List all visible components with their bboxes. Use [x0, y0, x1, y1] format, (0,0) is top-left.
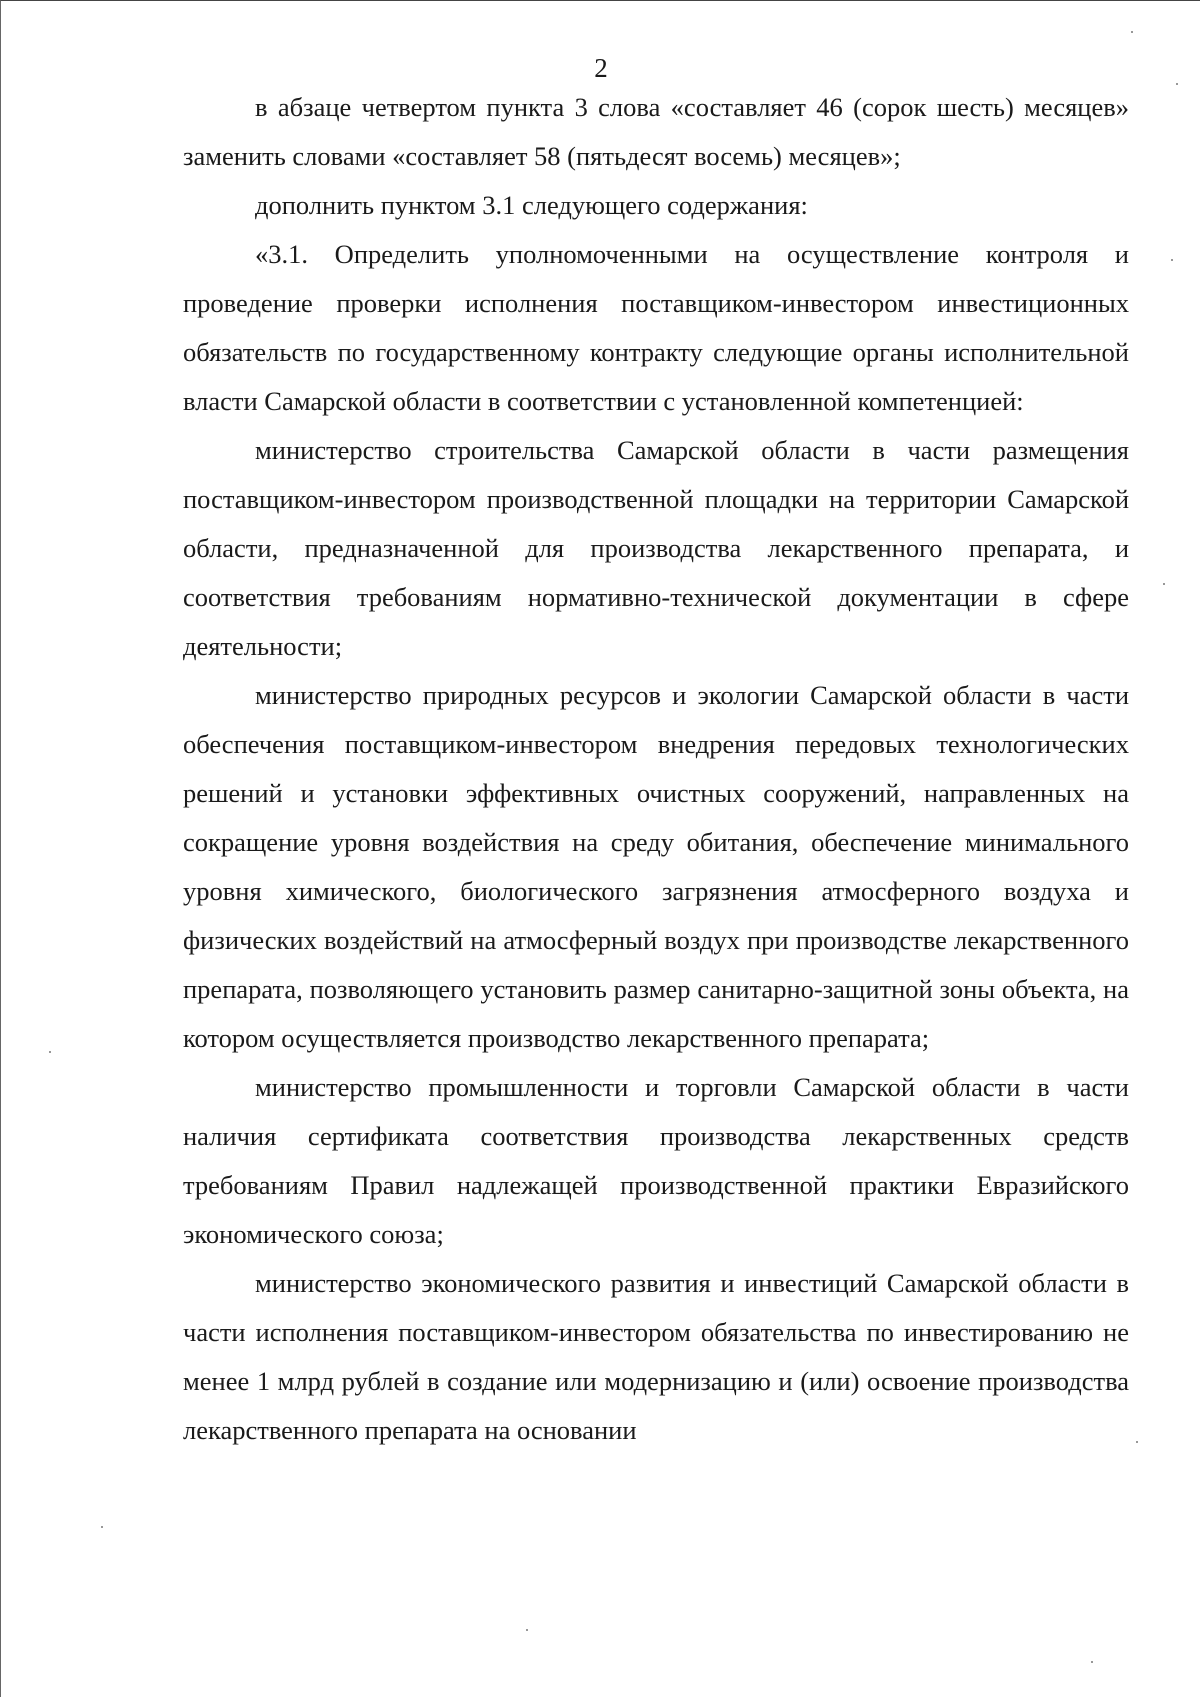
- scan-speck: [1171, 259, 1173, 261]
- scan-speck: [1163, 583, 1165, 585]
- paragraph-clause-3-1-text: «3.1. Определить уполномоченными на осуществление контроля и проведение проверки исполнения поставщиком-инвестором инвестиционных обязательств по государственному контракту следующие органы исполнительной власти Самарской области в соответствии с установленной компетенцией:: [183, 239, 1129, 416]
- paragraph-ministry-industry: министерство промышленности и торговли Самарской области в части наличия сертификата соответствия производства лекарственных средств требованиям Правил надлежащей производственной практики Евразийского экономического союза;: [183, 1072, 1129, 1249]
- page-number: 2: [594, 53, 608, 83]
- paragraph-amendment-clause-3: в абзаце четвертом пункта 3 слова «составляет 46 (сорок шесть) месяцев» заменить словами «составляет 58 (пятьдесят восемь) месяцев»;: [183, 92, 1129, 171]
- scan-speck: [1136, 1441, 1138, 1443]
- document-body: [183, 83, 1129, 1455]
- paragraph-ministry-economic-development: министерство экономического развития и инвестиций Самарской области в части исполнения поставщиком-инвестором обязательства по инвестированию не менее 1 млрд рублей в создание или модернизацию и (или) освоение производства лекарственного препарата на основании: [183, 1268, 1129, 1445]
- scan-speck: [1131, 31, 1133, 33]
- scan-speck: [49, 1051, 51, 1053]
- paragraph-ministry-construction: министерство строительства Самарской области в части размещения поставщиком-инвестором производственной площадки на территории Самарской области, предназначенной для производства лекарственного препарата, и соответствия требованиям нормативно-технической документации в сфере деятельности;: [183, 435, 1129, 661]
- scan-speck: [1091, 1661, 1093, 1663]
- paragraph-ministry-natural-resources: министерство природных ресурсов и экологии Самарской области в части обеспечения поставщиком-инвестором внедрения передовых технологических решений и установки эффективных очистных сооружений, направленных на сокращение уровня воздействия на среду обитания, обеспечение минимального уровня химического, биологического загрязнения атмосферного воздуха и физических воздействий на атмосферный воздух при производстве лекарственного препарата, позволяющего установить размер санитарно-защитной зоны объекта, на котором осуществляется производство лекарственного препарата;: [183, 680, 1129, 1053]
- scan-speck: [101, 1526, 103, 1528]
- scan-speck: [1176, 83, 1178, 85]
- scan-speck: [526, 1629, 528, 1631]
- paragraph-add-clause-3-1: дополнить пунктом 3.1 следующего содержания:: [255, 190, 808, 220]
